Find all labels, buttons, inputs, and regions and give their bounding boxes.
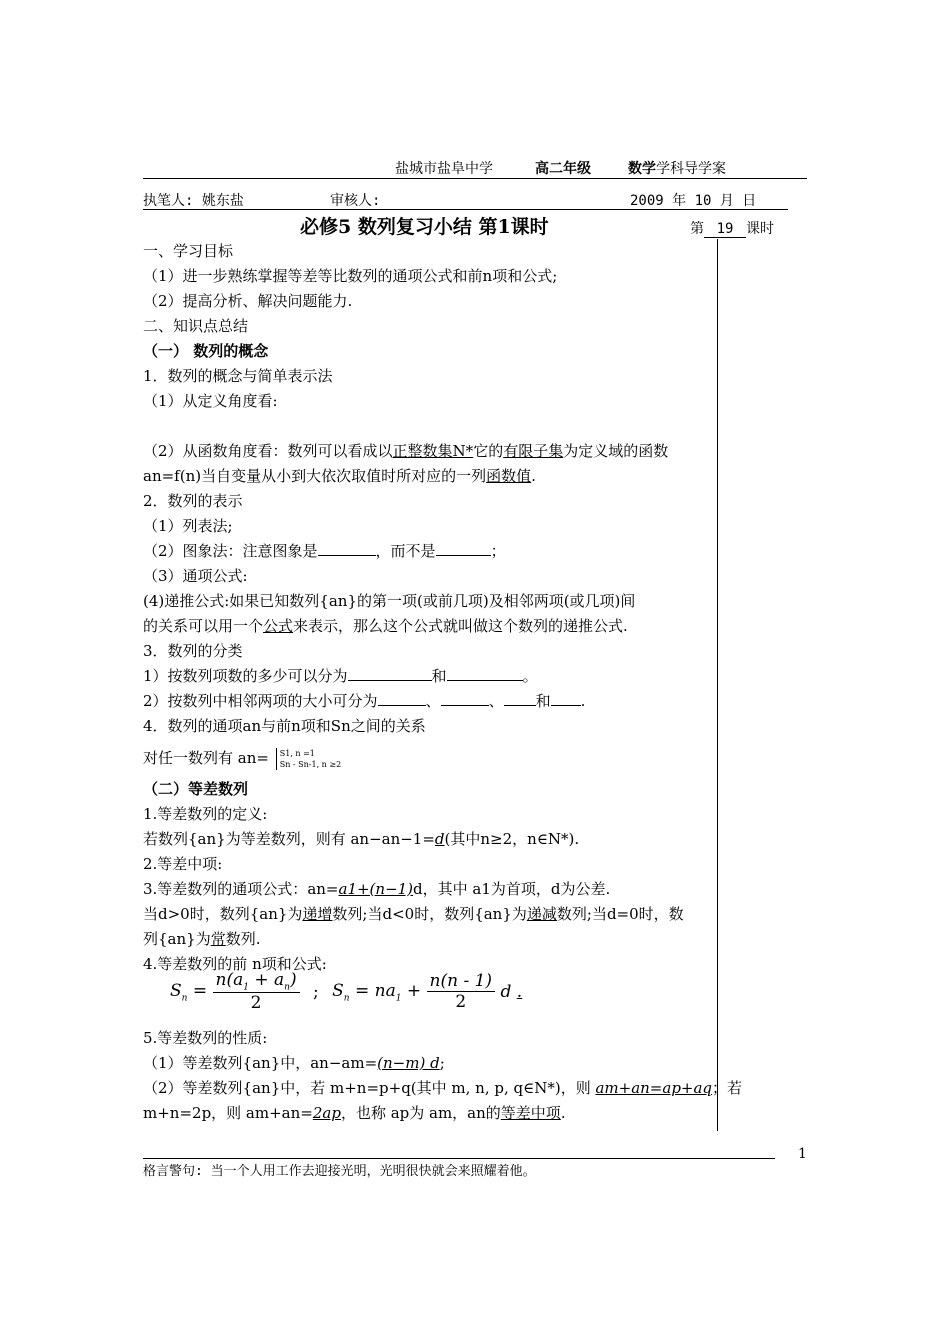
item-2-3: 3.等差数列的通项公式：an=a1+(n−1)d，其中 a1为首项，d为公差. xyxy=(143,880,611,898)
lesson-num: 19 xyxy=(704,221,746,238)
item-1-2a: （1）列表法; xyxy=(143,517,233,535)
item-1-2b: （2）图象法：注意图象是 ，而不是 ； xyxy=(143,542,506,560)
item-2-4: 4.等差数列的前 n项和公式: xyxy=(143,955,327,973)
item-1-3b: 2）按数列中相邻两项的大小可分为 、 、 和 . xyxy=(143,692,586,710)
meta-rule xyxy=(143,209,788,210)
page-title: 必修5 数列复习小结 第1课时 xyxy=(300,216,549,238)
item-1-1: 1．数列的概念与简单表示法 xyxy=(143,367,333,385)
item-1-3a: 1）按数列项数的多少可以分为 和 。 xyxy=(143,667,538,685)
item-2-1: 1.等差数列的定义: xyxy=(143,805,268,823)
item-2-5b: （2）等差数列{an}中，若 m+n=p+q(其中 m, n, p, q∈N*)，则 am+an=ap+aq；若 xyxy=(143,1079,743,1097)
reviewer: 审核人: xyxy=(330,193,381,209)
item-2-5: 5.等差数列的性质: xyxy=(143,1029,268,1047)
author: 执笔人: 姚东盐 xyxy=(143,193,244,209)
item-2-2: 2.等差中项: xyxy=(143,855,223,873)
header-subject-suffix: 学科导学案 xyxy=(656,161,726,177)
right-margin-rule xyxy=(717,239,718,1131)
page-number: 1 xyxy=(798,1146,807,1162)
goal-2: （2）提高分析、解决问题能力. xyxy=(143,292,353,310)
item-1-2c: （3）通项公式: xyxy=(143,567,248,585)
case-2: Sn - Sn-1, n ≥2 xyxy=(279,760,342,769)
main-content xyxy=(143,239,715,977)
item-1-1a: （1）从定义角度看: xyxy=(143,392,278,410)
lesson-prefix: 第 xyxy=(690,221,704,237)
item-1-1c: an=f(n)当自变量从小到大依次取值时所对应的一列函数值. xyxy=(143,467,536,485)
header-subject: 数学 xyxy=(628,161,656,177)
item-1-2d: (4)递推公式:如果已知数列{an}的第一项(或前几项)及相邻两项(或几项)间 xyxy=(143,592,636,610)
lesson-suffix: 课时 xyxy=(746,221,774,237)
goal-1: （1）进一步熟练掌握等差等比数列的通项公式和前n项和公式; xyxy=(143,267,558,285)
footer-rule xyxy=(143,1158,775,1159)
section-1-title: 一、学习目标 xyxy=(143,242,234,260)
sum-formula: $S_n$ = $\frac{n(a_1 + a_n)}{2}$ ; $S_n = na_1$ + $\frac{n(n - 1)}{2}$ d . xyxy=(170,970,523,1014)
header-subject-line xyxy=(628,158,726,178)
date: 2009 年 10 月 日 xyxy=(630,193,757,209)
section-2-title: 二、知识点总结 xyxy=(143,317,249,335)
motto: 格言警句: 当一个人用工作去迎接光明，光明很快就会来照耀着他。 xyxy=(143,1164,536,1179)
item-1-1b: （2）从函数角度看：数列可以看成以正整数集N*它的有限子集为定义域的函数 xyxy=(143,442,669,460)
item-2-5c: m+n=2p，则 am+an=2ap，也称 ap为 am，an的等差中项. xyxy=(143,1104,566,1122)
item-2-5a: （1）等差数列{an}中，an−am=(n−m) d; xyxy=(143,1054,445,1072)
item-1-2: 2．数列的表示 xyxy=(143,492,243,510)
header-school: 盐城市盐阜中学 xyxy=(395,161,493,177)
lesson-number xyxy=(690,218,774,238)
part-1-title: （一） 数列的概念 xyxy=(143,342,269,360)
item-1-3: 3．数列的分类 xyxy=(143,642,243,660)
item-1-2e: 的关系可以用一个公式来表示，那么这个公式就叫做这个数列的递推公式. xyxy=(143,617,628,635)
item-2-3c: 列{an}为常数列. xyxy=(143,930,261,948)
item-2-1a: 若数列{an}为等差数列，则有 an−an−1=d(其中n≥2，n∈N*). xyxy=(143,830,580,848)
header-rule xyxy=(143,178,807,179)
item-2-3b: 当d>0时，数列{an}为递增数列;当d<0时，数列{an}为递减数列;当d=0时，数 xyxy=(143,905,684,923)
case-1: S1, n =1 xyxy=(279,749,315,758)
formula-an-sn: 对任一数列有 an= S1, n =1 Sn - Sn-1, n ≥2 xyxy=(143,749,342,769)
blank-line xyxy=(143,414,715,439)
item-1-4: 4．数列的通项an与前n项和Sn之间的关系 xyxy=(143,717,426,735)
part-2-title: （二）等差数列 xyxy=(143,780,249,798)
header-grade: 高二年级 xyxy=(535,161,591,177)
main-content-2 xyxy=(143,1026,743,1126)
